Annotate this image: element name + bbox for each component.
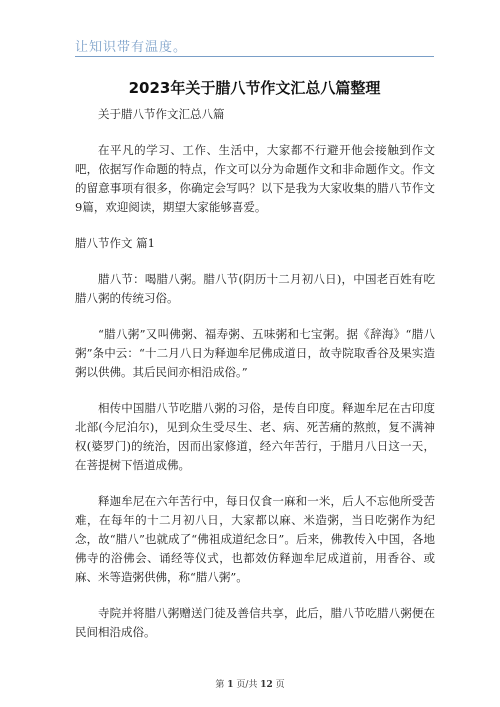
body-paragraph: 腊八节：喝腊八粥。腊八节(阴历十二月初八日)，中国老百姓有吃腊八粥的传统习俗。 bbox=[75, 272, 435, 305]
body-paragraph: 寺院并将腊八粥赠送门徒及善信共享，此后，腊八节吃腊八粥便在民间相沿成俗。 bbox=[75, 606, 435, 639]
body-paragraph: 相传中国腊八节吃腊八粥的习俗，是传自印度。释迦牟尼在古印度北部(今尼泊尔)，见到众生受尽生、老、病、死苦痛的熬煎，复不满神权(婆罗门)的统治，因而出家修道，经六年苦行，于腊月八日这一天，在菩提树下悟道成佛。 bbox=[75, 401, 435, 472]
body-paragraph: “腊八粥”又叫佛粥、福寿粥、五味粥和七宝粥。据《辞海》“腊八粥”条中云：“十二月八日为释迦牟尼佛成道日，故寺院取香谷及果实造粥以供佛。其后民间亦相沿成俗。” bbox=[75, 327, 435, 379]
section-heading: 腊八节作文 篇1 bbox=[75, 236, 155, 250]
footer-suffix: 页 bbox=[275, 680, 285, 690]
footer-page-number: 1 bbox=[227, 680, 234, 690]
body-paragraph: 释迦牟尼在六年苦行中，每日仅食一麻和一米，后人不忘他所受苦难，在每年的十二月初八日，大家都以麻、米造粥，当日吃粥作为纪念，故“腊八”也就成了“佛祖成道纪念日”。后来，佛教传入中国，各地佛寺的浴佛会、诵经等仪式，也都效仿释迦牟尼成道前，用香谷、或麻、米等造粥供佛，称“腊八粥”。 bbox=[75, 494, 435, 584]
document-body bbox=[75, 105, 435, 659]
footer-prefix: 第 bbox=[215, 680, 225, 690]
header-divider bbox=[75, 56, 434, 57]
footer-total-pages: 12 bbox=[260, 680, 273, 690]
page-footer bbox=[0, 677, 500, 690]
footer-middle: 页/共 bbox=[236, 680, 258, 690]
intro-paragraph: 在平凡的学习、工作、生活中，大家都不行避开他会接触到作文吧，依据写作命题的特点，作文可以分为命题作文和非命题作文。作文的留意事项有很多，你确定会写吗？以下是我为大家收集的腊八节作文9篇，欢迎阅读，期望大家能够喜爱。 bbox=[75, 143, 435, 214]
header-slogan: 让知识带有温度。 bbox=[75, 40, 188, 55]
document-title: 2023年关于腊八节作文汇总八篇整理 bbox=[128, 79, 381, 97]
document-subtitle: 关于腊八节作文汇总八篇 bbox=[98, 107, 225, 121]
